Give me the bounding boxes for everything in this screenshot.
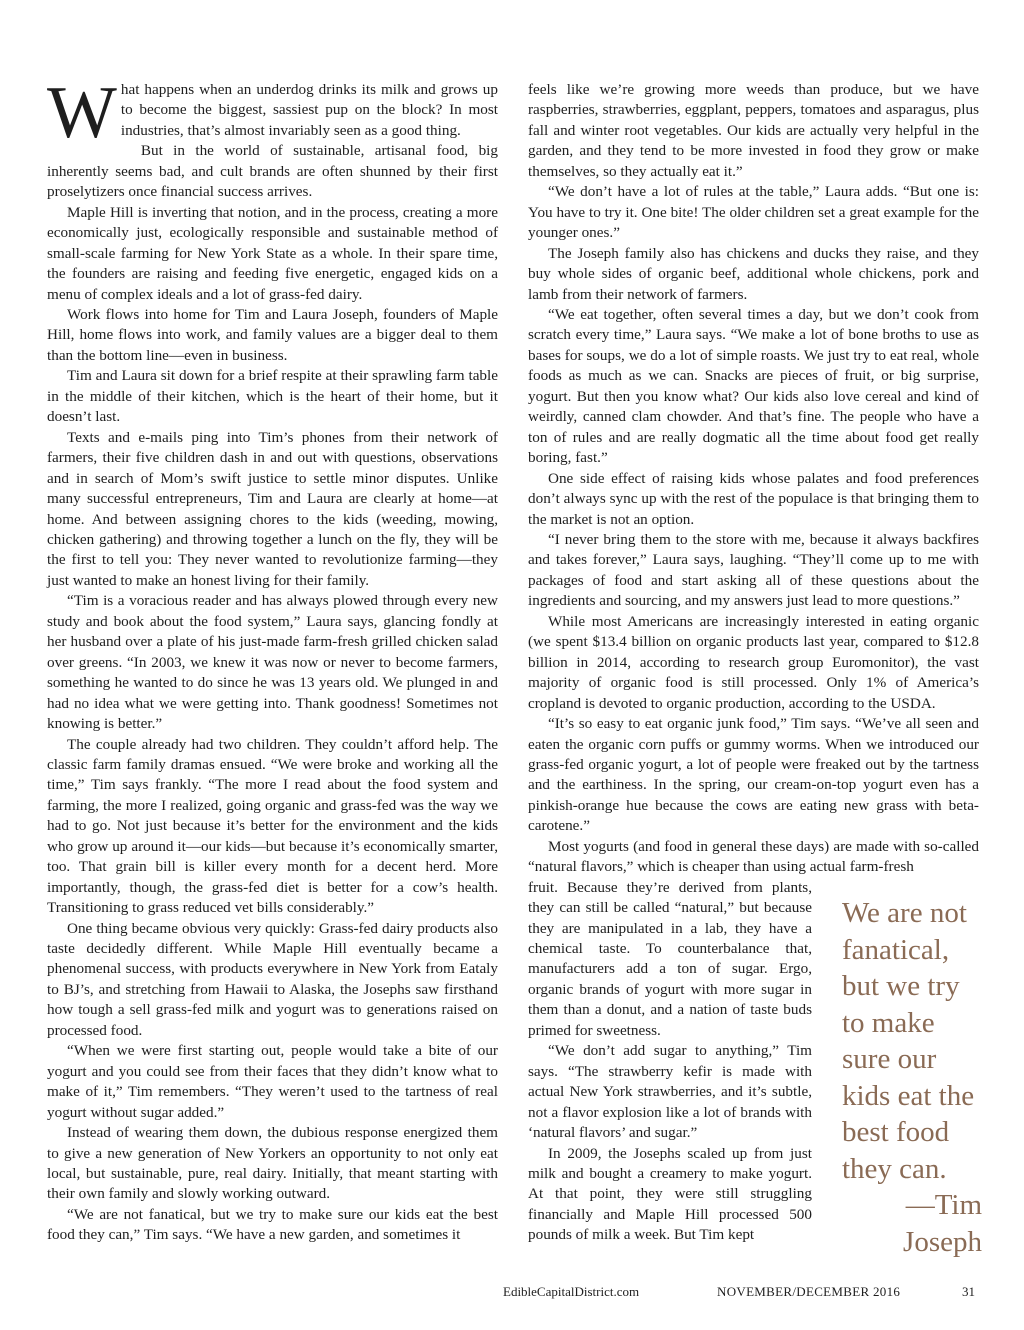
article-paragraph: “I never bring them to the store with me, because it always backfires and takes forever,” Laura says, laughing. “They’ll come up to me with packages of food and start asking all of these questions about the ingredients and sourcing, and my answers just lead to more questions.” xyxy=(528,530,979,610)
article-paragraph: “When we were first starting out, people would take a bite of our yogurt and you could see from their faces that they didn’t know what to make of it,” Tim remembers. “They weren’t used to the tartness of real yogurt without sugar added.” xyxy=(47,1042,498,1121)
article-paragraph: Work flows into home for Tim and Laura Joseph, founders of Maple Hill, home flows into work, and family values are a bigger deal to them than the bottom line—even in business. xyxy=(47,305,498,364)
article-paragraph: fruit. Because they’re derived from plants, they can still be called “natural,” but because they are manipulated in a lab, they have a chemical taste. To counterbalance that, manufacturers add a ton of sugar. Ergo, organic brands of yogurt with more sugar in them than a donut, and a nation of taste buds primed for sweetness. xyxy=(528,878,812,1039)
article-paragraph: “We are not fanatical, but we try to make sure our kids eat the best food they can,” Tim says. “We have a new garden, and sometimes it xyxy=(47,1205,498,1244)
article-paragraph: “We don’t have a lot of rules at the table,” Laura adds. “But one is: You have to try it. One bite! The older children set a great example for the younger ones.” xyxy=(528,183,979,242)
article-paragraph: One side effect of raising kids whose palates and food preferences don’t always sync up with the rest of the populace is that bringing them to the market is not an option. xyxy=(528,469,979,528)
footer-site: EdibleCapitalDistrict.com xyxy=(503,1284,640,1299)
article-paragraph xyxy=(47,72,498,154)
article-paragraph: feels like we’re growing more weeds than produce, but we have raspberries, strawberries, eggplant, peppers, tomatoes and asparagus, plus fall and winter root vegetables. Our kids are actually very helpful in the garden, and they tend to be more invested in food they grow or make themselves, so they actually eat it.” xyxy=(528,81,979,180)
article-paragraph: Maple Hill is inverting that notion, and in the process, creating a more economically just, ecologically responsible and sustainable method of small-scale farming for New York State as a whole. In their spare time, the founders are raising and feeding five energetic, engaged kids on a menu of complex ideals and a lot of grass-fed dairy. xyxy=(47,203,498,303)
article-paragraph: “Tim is a voracious reader and has always plowed through every new study and book about the food system,” Laura says, glancing fondly at her husband over a plate of his just-made farm-fresh grilled chicken salad over greens. “In 2003, we knew it was now or never to become farmers, something he wanted to do since he was 13 years old. We plunged in and had no idea what we were getting into. Thank goodness! Sometimes not knowing is better.” xyxy=(47,592,498,733)
article-narrow-block xyxy=(528,878,812,1246)
article-paragraph: But in the world of sustainable, artisanal food, big inherently seems bad, and cult brands are often shunned by their first proselytizers once financial success arrives. xyxy=(47,142,498,201)
lead-text: hat happens when an underdog drinks its milk and grows up to become the biggest, sassiest pup on the block? In most industries, that’s almost invariably seen as a good thing. xyxy=(120,81,498,139)
article-paragraph: Texts and e-mails ping into Tim’s phones from their network of farmers, their five children dash in and out with questions, observations and in search of Mom’s swift justice to settle minor disputes. Unlike many successful entrepreneurs, Tim and Laura are clearly at home—at home. And between assigning chores to the kids (weeding, mowing, chicken gathering) and throwing together a lunch on the fly, they will be the first to tell you: They never wanted to revolutionize farming—they just wanted to make an honest living for their family. xyxy=(47,428,498,589)
article-paragraph: Most yogurts (and food in general these days) are made with so-called “natural flavors,” which is cheaper than using actual farm-fresh xyxy=(528,837,979,876)
article-paragraph: Instead of wearing them down, the dubious response energized them to give a new generation of New Yorkers an opportunity to not only eat local, but sustainable, pure, real dairy. Initially, that meant starting with their own family and slowly working outward. xyxy=(47,1124,498,1203)
drop-cap: W xyxy=(47,72,117,154)
article-paragraph: “It’s so easy to eat organic junk food,” Tim says. “We’ve all seen and eaten the organic corn puffs or gummy worms. When we introduced our grass-fed organic yogurt, a lot of people were freaked out by the tartness and the earthiness. In the spring, our cream-on-top yogurt even has a pinkish-orange hue because the cows are eating new grass with beta-carotene.” xyxy=(528,715,979,835)
article-paragraph: While most Americans are increasingly interested in eating organic (we spent $13.4 billion on organic products last year, compared to $12.8 billion in 2014, according to research group Euromonitor), the vast majority of organic food is still processed. Only 1% of America’s cropland is devoted to organic production, according to the USDA. xyxy=(528,612,979,712)
article-paragraph: The Joseph family also has chickens and ducks they raise, and they buy whole sides of organic beef, additional whole chickens, pork and lamb from their network of farmers. xyxy=(528,244,979,303)
article-paragraph: The couple already had two children. They couldn’t afford help. The classic farm family dramas ensued. “We were broke and working all the time,” Tim says frankly. “The more I read about the food system and farming, the more I realized, going organic and grass-fed was the way we had to go. Not just because it’s better for the environment and the kids who grow up around it—our kids—but because it’s economically smarter, too. That grain bill is killer every month for a decent herd. More importantly, though, the grass-fed diet is better for a cow’s health. Transitioning to grass reduced vet bills considerably.” xyxy=(47,735,498,917)
pull-quote-text: We are not fanatical, but we try to make sure our kids eat the best food they can. xyxy=(842,897,975,1185)
article-paragraph: In 2009, the Josephs scaled up from just milk and bought a creamery to make yogurt. At that point, they were still struggling financially and Maple Hill processed 500 pounds of milk a week. But Tim kept xyxy=(528,1144,812,1244)
page-number: 31 xyxy=(962,1284,975,1299)
article-paragraph: “We don’t add sugar to anything,” Tim says. “The strawberry kefir is made with actual New York strawberries, and it’s subtle, not a flavor explosion like a lot of brands with ‘natural flavors’ and sugar.” xyxy=(528,1042,812,1142)
article-column-left xyxy=(47,72,498,1246)
article-paragraph: “We eat together, often several times a day, but we don’t cook from scratch every time,” Laura says. “We make a lot of bone broths to use as bases for soups, we do a lot of simple roasts. We just try to eat real, whole foods as much as we can. Snacks are pieces of fruit, or big surprise, yogurt. But then you know what? Our kids also love cereal and kind of weirdly, canned clam chowder. And that’s fine. The people who have a ton of rules and are really dogmatic all the time about food get really boring, fast.” xyxy=(528,305,979,467)
footer-issue: NOVEMBER/DECEMBER 2016 xyxy=(717,1284,901,1299)
article-paragraph: One thing became obvious very quickly: Grass-fed dairy products also taste decidedly different. While Maple Hill eventually became a phenomenal success, with products everywhere in New York from Eataly to BJ’s, and stretching from Hawaii to Alaska, the Josephs saw firsthand how tough a sell grass-fed milk and yogurt was to generations raised on processed food. xyxy=(47,919,498,1039)
pull-quote xyxy=(842,895,982,1260)
article-paragraph: Tim and Laura sit down for a brief respite at their sprawling farm table in the middle of their kitchen, which is the heart of their home, but it doesn’t last. xyxy=(47,367,498,426)
pull-quote-attribution: —Tim Joseph xyxy=(903,1189,982,1258)
